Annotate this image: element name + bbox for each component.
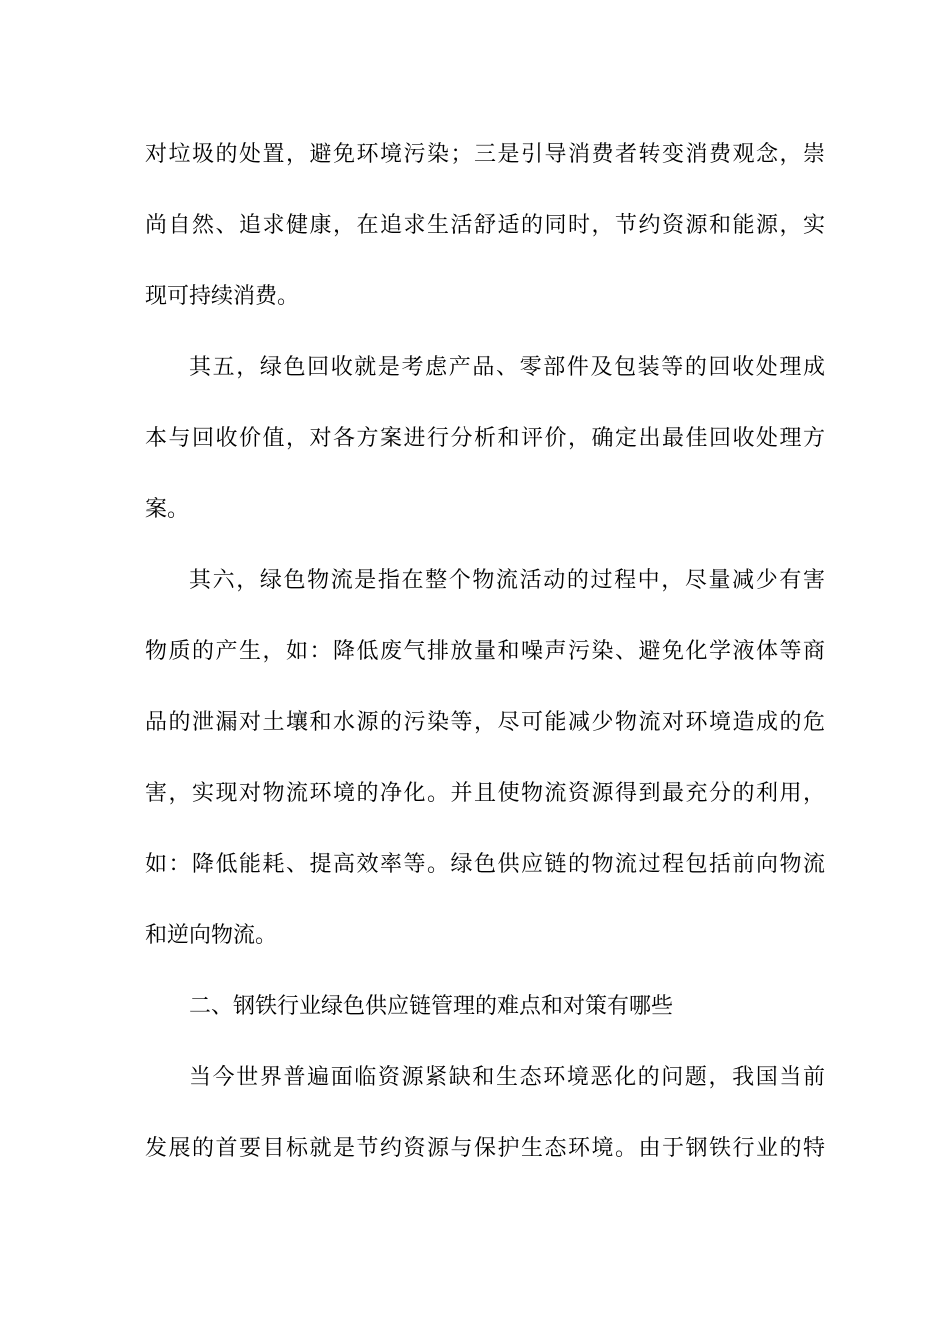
section-heading: 二、钢铁行业绿色供应链管理的难点和对策有哪些: [189, 994, 674, 1019]
paragraph-line: 发展的首要目标就是节约资源与保护生态环境。由于钢铁行业的特: [145, 1136, 825, 1161]
paragraph-line: 品的泄漏对土壤和水源的污染等，尽可能减少物流对环境造成的危: [145, 710, 825, 735]
paragraph-line: 和逆向物流。: [145, 923, 278, 948]
paragraph-line: 其六，绿色物流是指在整个物流活动的过程中，尽量减少有害: [189, 568, 825, 593]
paragraph-line: 案。: [145, 497, 190, 522]
paragraph-line: 当今世界普遍面临资源紧缺和生态环境恶化的问题，我国当前: [189, 1065, 825, 1090]
paragraph-line: 其五，绿色回收就是考虑产品、零部件及包装等的回收处理成: [189, 355, 825, 380]
paragraph-line: 现可持续消费。: [145, 284, 300, 309]
paragraph-line: 物质的产生，如：降低废气排放量和噪声污染、避免化学液体等商: [145, 639, 825, 664]
paragraph-line: 如：降低能耗、提高效率等。绿色供应链的物流过程包括前向物流: [145, 852, 825, 877]
paragraph-line: 害，实现对物流环境的净化。并且使物流资源得到最充分的利用，: [145, 781, 825, 806]
paragraph-line: 对垃圾的处置，避免环境污染；三是引导消费者转变消费观念，崇: [145, 142, 825, 167]
paragraph-line: 本与回收价值，对各方案进行分析和评价，确定出最佳回收处理方: [145, 426, 825, 451]
paragraph-line: 尚自然、追求健康，在追求生活舒适的同时，节约资源和能源，实: [145, 213, 825, 238]
